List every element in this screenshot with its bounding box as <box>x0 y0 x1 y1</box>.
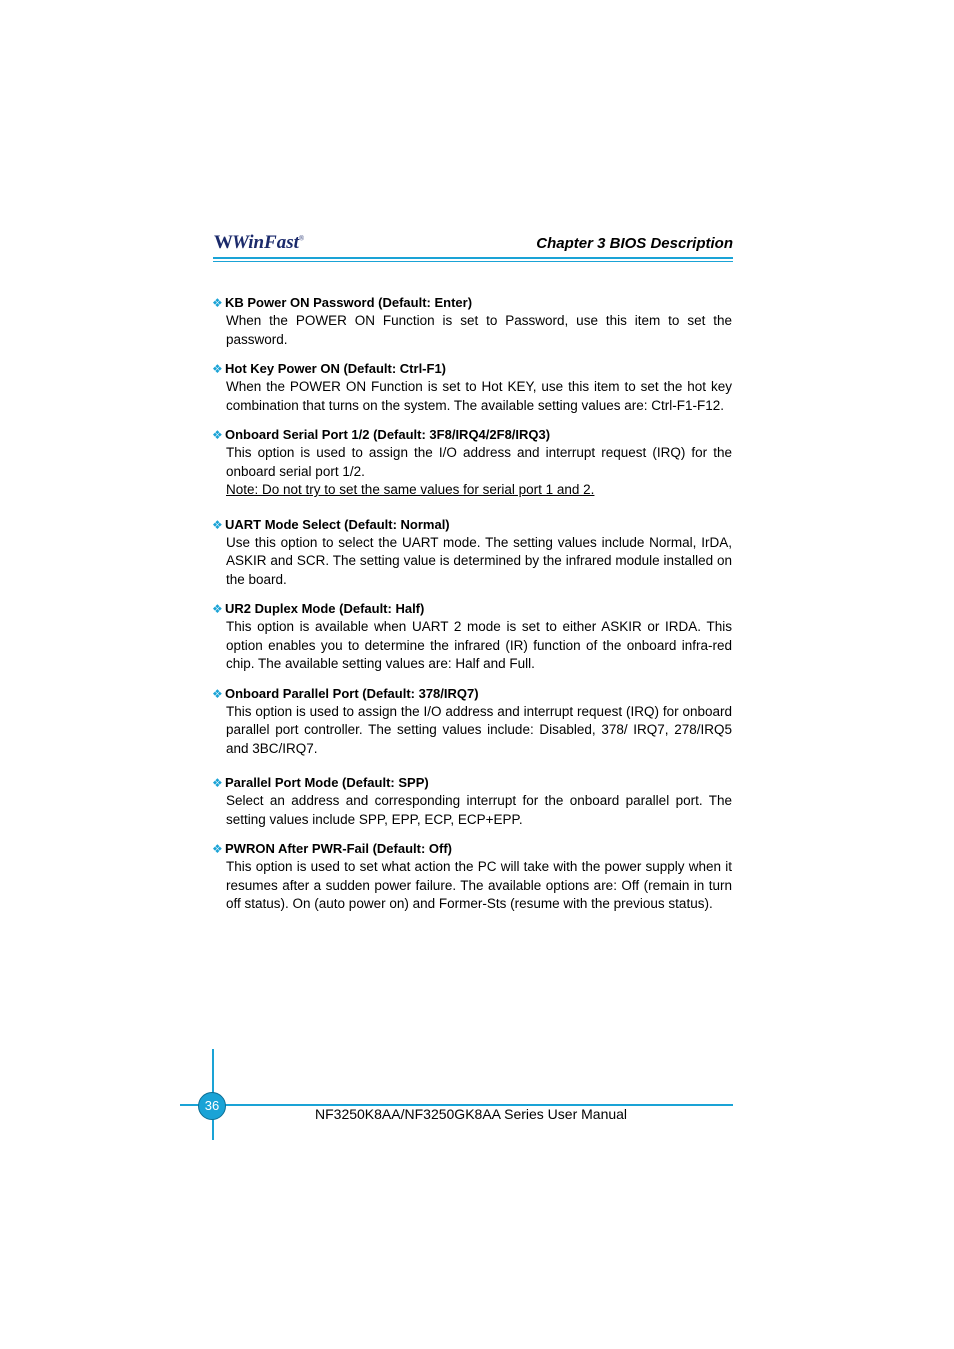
header-rule-thin <box>213 261 733 262</box>
option-item <box>212 774 732 829</box>
option-item <box>212 294 732 349</box>
option-description: When the POWER ON Function is set to Hot KEY, use this item to set the hot key combination that turns on the system. The available setting values are: Ctrl-F1-F12. <box>226 379 732 413</box>
winfast-logo <box>214 232 304 256</box>
option-description: This option is used to set what action the PC will take with the power supply when it resumes after a sudden power failure. The available options are: Off (remain in turn off status). On (auto power on) and Former-Sts (resume with the previous status). <box>226 859 732 911</box>
header-rule <box>213 257 733 259</box>
diamond-bullet-icon: ❖ <box>212 362 223 376</box>
option-title: Onboard Parallel Port (Default: 378/IRQ7) <box>225 685 479 701</box>
logo-mark: W <box>214 232 231 253</box>
diamond-bullet-icon: ❖ <box>212 686 223 701</box>
page-number-badge: 36 <box>198 1092 226 1120</box>
diamond-bullet-icon: ❖ <box>212 842 223 856</box>
chapter-title: Chapter 3 BIOS Description <box>536 235 733 252</box>
option-note: Note: Do not try to set the same values for serial port 1 and 2. <box>226 482 595 497</box>
option-description: This option is available when UART 2 mode is set to either ASKIR or IRDA. This option enables you to determine the infrared (IR) function of the onboard infra-red chip. The available setting values are: Half and Full. <box>226 619 732 671</box>
diamond-bullet-icon: ❖ <box>212 296 223 310</box>
option-item <box>212 685 732 759</box>
option-description: When the POWER ON Function is set to Password, use this item to set the password. <box>226 313 732 347</box>
option-description: This option is used to assign the I/O address and interrupt request (IRQ) for onboard parallel port controller. The setting values include: Disabled, 378/ IRQ7, 278/IRQ5 and 3BC/IRQ7. <box>226 703 732 756</box>
option-title: UART Mode Select (Default: Normal) <box>225 516 450 532</box>
logo-registered-mark: ® <box>298 234 305 243</box>
option-title: KB Power ON Password (Default: Enter) <box>225 295 473 310</box>
option-item <box>212 360 732 415</box>
diamond-bullet-icon: ❖ <box>212 776 223 790</box>
option-item <box>212 516 732 590</box>
option-title: Onboard Serial Port 1/2 (Default: 3F8/IRQ4/2F8/IRQ3) <box>225 427 551 442</box>
diamond-bullet-icon: ❖ <box>212 517 223 532</box>
diamond-bullet-icon: ❖ <box>212 602 223 616</box>
option-title: PWRON After PWR-Fail (Default: Off) <box>225 841 452 856</box>
option-item <box>212 840 732 914</box>
bios-options-list <box>212 294 732 914</box>
option-title: UR2 Duplex Mode (Default: Half) <box>225 601 425 616</box>
logo-text: WinFast <box>232 232 299 253</box>
option-item <box>212 426 732 500</box>
option-item <box>212 600 732 674</box>
option-description: This option is used to assign the I/O address and interrupt request (IRQ) for the onboard serial port 1/2. <box>226 445 732 479</box>
manual-title: NF3250K8AA/NF3250GK8AA Series User Manual <box>315 1106 628 1122</box>
option-description: Use this option to select the UART mode. The setting values include Normal, IrDA, ASKIR and SCR. The setting value is determined by the infrared module installed on the board. <box>226 534 732 587</box>
option-title: Parallel Port Mode (Default: SPP) <box>225 775 429 790</box>
diamond-bullet-icon: ❖ <box>212 428 223 442</box>
option-title: Hot Key Power ON (Default: Ctrl-F1) <box>225 361 447 376</box>
option-description: Select an address and corresponding interrupt for the onboard parallel port. The setting values include SPP, EPP, ECP, ECP+EPP. <box>226 793 732 827</box>
